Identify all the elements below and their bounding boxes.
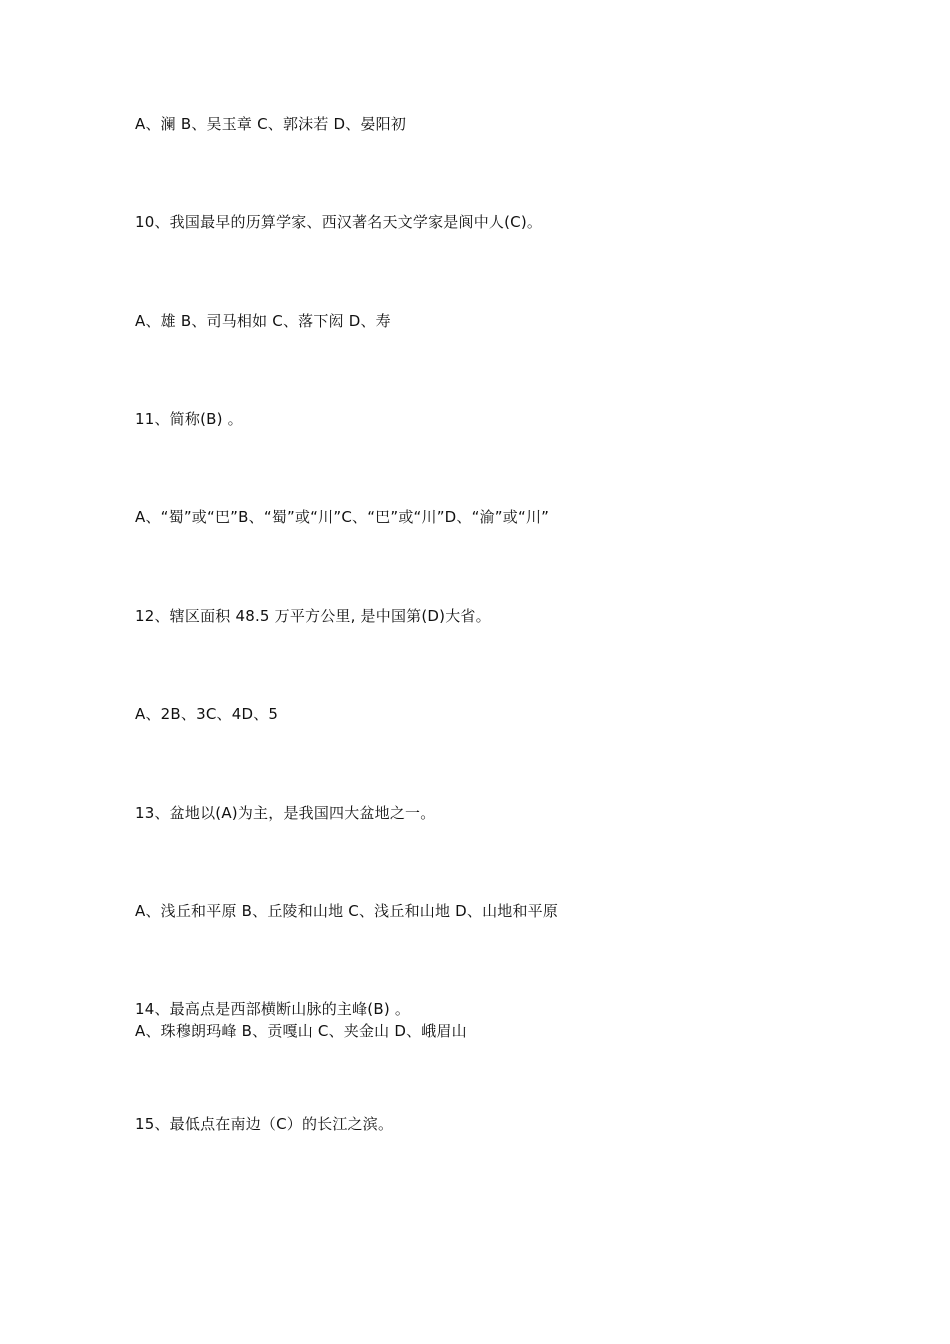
- question-13: 13、盆地以(A)为主，是我国四大盆地之一。: [135, 804, 436, 822]
- answer-options-line: A、2B、3C、4D、5: [135, 705, 279, 723]
- question-10: 10、我国最早的历算学家、西汉著名天文学家是阆中人(C)。: [135, 213, 543, 231]
- answer-options-line: A、澜 B、吴玉章 C、郭沫若 D、晏阳初: [135, 115, 407, 133]
- answer-options-line: A、雄 B、司马相如 C、落下闳 D、寿: [135, 312, 391, 330]
- answer-options-line: A、“蜀”或“巴”B、“蜀”或“川”C、“巴”或“川”D、“渝”或“川”: [135, 508, 550, 526]
- question-15: 15、最低点在南边（C）的长江之滨。: [135, 1115, 394, 1133]
- question-11: 11、简称(B) 。: [135, 410, 243, 428]
- answer-options-line: A、珠穆朗玛峰 B、贡嘎山 C、夹金山 D、峨眉山: [135, 1022, 467, 1040]
- question-14: 14、最高点是西部横断山脉的主峰(B) 。: [135, 1000, 411, 1018]
- question-12: 12、辖区面积 48.5 万平方公里, 是中国第(D)大省。: [135, 607, 491, 625]
- answer-options-line: A、浅丘和平原 B、丘陵和山地 C、浅丘和山地 D、山地和平原: [135, 902, 559, 920]
